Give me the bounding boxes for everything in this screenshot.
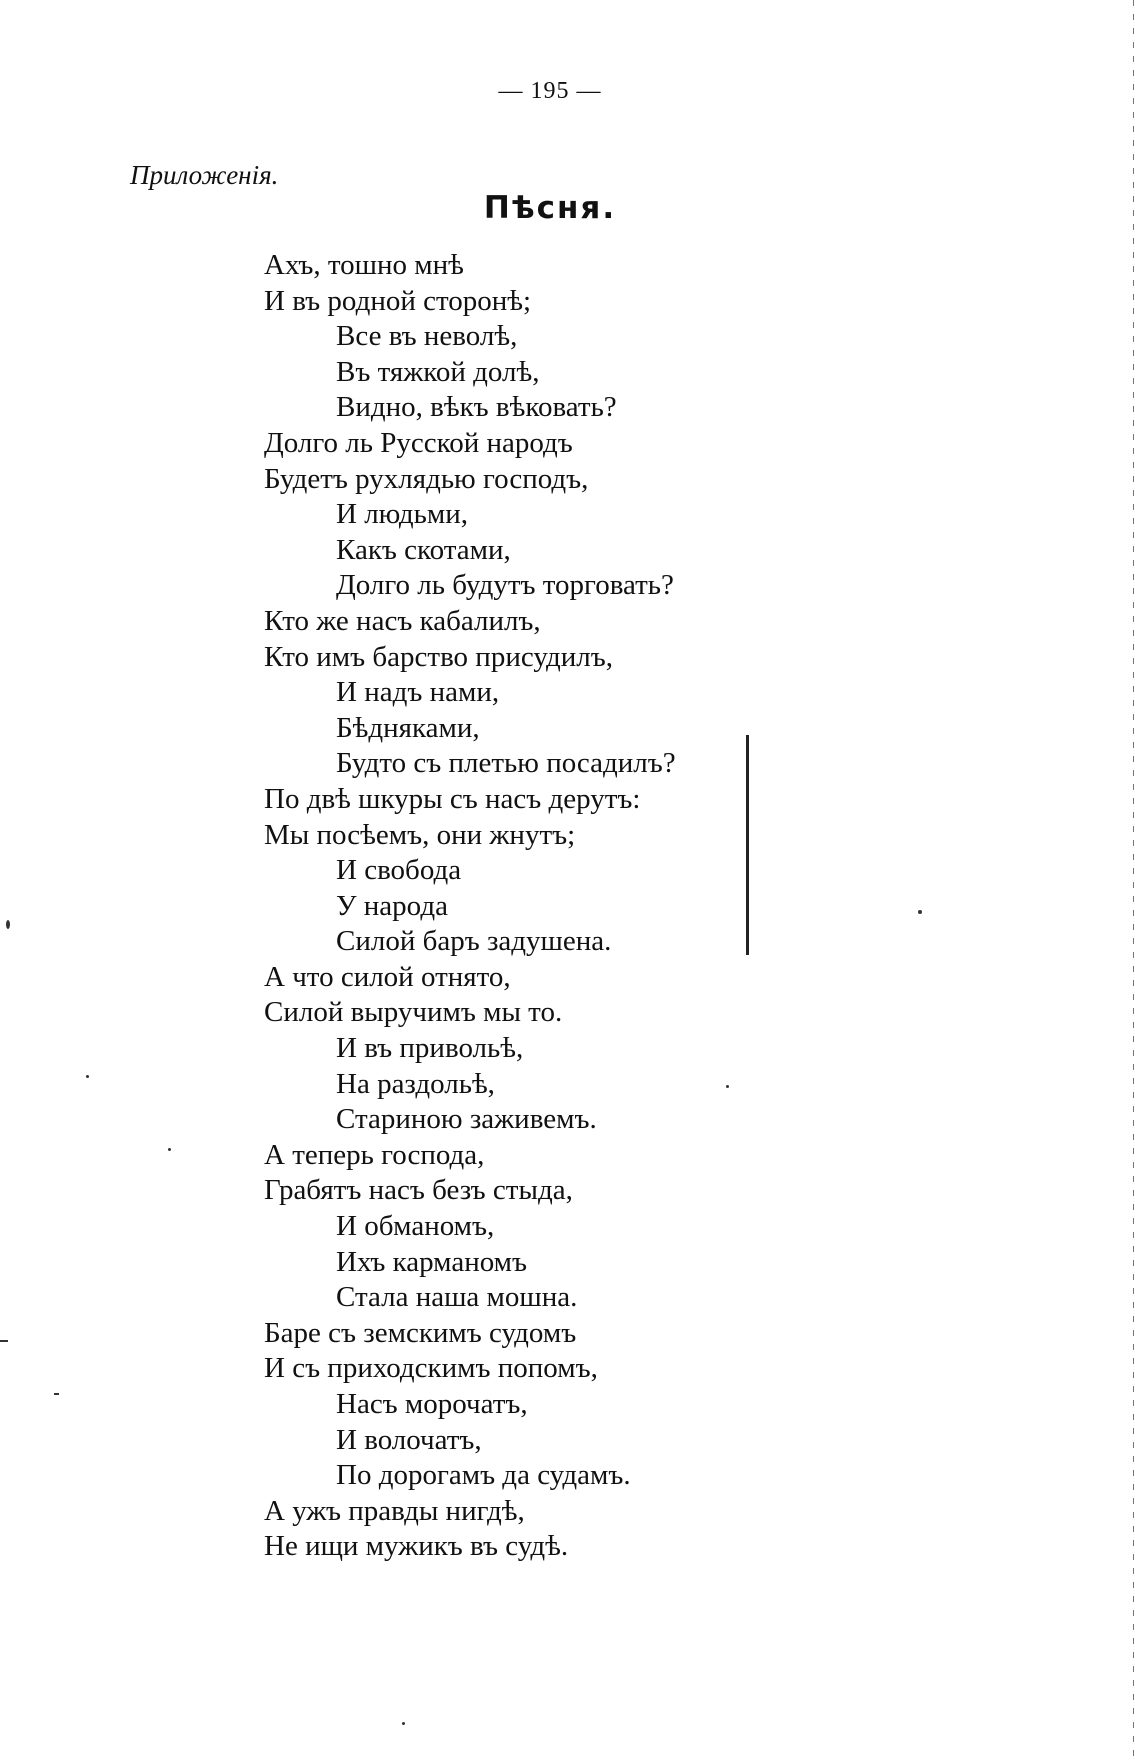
- poem-line: Ахъ, тошно мнѣ: [264, 249, 464, 281]
- poem-line: Силой баръ задушена.: [336, 925, 612, 958]
- poem-line: А ужъ правды нигдѣ,: [264, 1494, 525, 1527]
- poem-line: А что силой отнято,: [264, 960, 511, 993]
- poem-line: Не ищи мужикъ въ судѣ.: [264, 1530, 569, 1563]
- poem-line: И волочатъ,: [336, 1423, 482, 1456]
- poem-line: Стала наша мошна.: [336, 1281, 578, 1314]
- print-speck: [0, 1340, 8, 1342]
- poem-line: Все въ неволѣ,: [336, 320, 518, 353]
- poem-line: А теперь господа,: [264, 1138, 485, 1171]
- print-speck: [726, 1085, 729, 1088]
- poem-line: Видно, вѣкъ вѣковать?: [336, 391, 617, 424]
- poem-line: Кто имъ барство присудилъ,: [264, 640, 614, 673]
- poem-line: У народа: [336, 889, 448, 922]
- poem-line: На раздольѣ,: [336, 1067, 495, 1100]
- page-number: — 195 —: [498, 78, 602, 104]
- poem-line: Бѣдняками,: [336, 711, 480, 744]
- poem-line: Силой выручимъ мы то.: [264, 996, 563, 1029]
- poem-line: Насъ морочатъ,: [336, 1388, 528, 1420]
- poem-line: Ихъ карманомъ: [336, 1245, 528, 1278]
- poem-line: Мы посѣемъ, они жнутъ;: [264, 818, 576, 851]
- poem-line: И съ приходскимъ попомъ,: [264, 1352, 598, 1385]
- print-speck: [54, 1393, 59, 1395]
- section-label: Приложенія.: [130, 160, 279, 190]
- poem-line: Долго ль Русской народъ: [264, 426, 573, 459]
- poem-line: Въ тяжкой долѣ,: [336, 355, 540, 388]
- poem-line: Баре съ земскимъ судомъ: [264, 1316, 577, 1349]
- poem-line: По двѣ шкуры съ насъ дерутъ:: [264, 782, 641, 815]
- print-speck: [6, 920, 10, 929]
- poem-line: И въ привольѣ,: [336, 1032, 524, 1065]
- print-speck: [86, 1075, 89, 1078]
- poem-line: И обманомъ,: [336, 1210, 495, 1243]
- poem-line: Будто съ плетью посадилъ?: [336, 747, 676, 780]
- poem-line: Стариною заживемъ.: [336, 1103, 597, 1136]
- poem-line: Будетъ рухлядью господъ,: [264, 462, 589, 495]
- poem-line: Грабятъ насъ безъ стыда,: [264, 1174, 573, 1207]
- poem-line: Какъ скотами,: [336, 533, 511, 566]
- poem-line: Долго ль будутъ торговать?: [336, 569, 674, 602]
- poem-line: И свобода: [336, 854, 462, 887]
- page-edge-rule: [1133, 0, 1134, 1759]
- margin-mark: [746, 735, 749, 955]
- poem-line: И людьми,: [336, 498, 468, 531]
- print-speck: [402, 1722, 405, 1725]
- poem-line: Кто же насъ кабалилъ,: [264, 604, 541, 637]
- poem-text: [264, 248, 824, 1565]
- poem-line: И въ родной сторонѣ;: [264, 284, 532, 317]
- print-speck: [168, 1148, 171, 1151]
- print-speck: [918, 910, 922, 914]
- poem-line: И надъ нами,: [336, 676, 500, 709]
- poem-line: По дорогамъ да судамъ.: [336, 1459, 631, 1492]
- song-title: Пѣсня.: [483, 190, 617, 226]
